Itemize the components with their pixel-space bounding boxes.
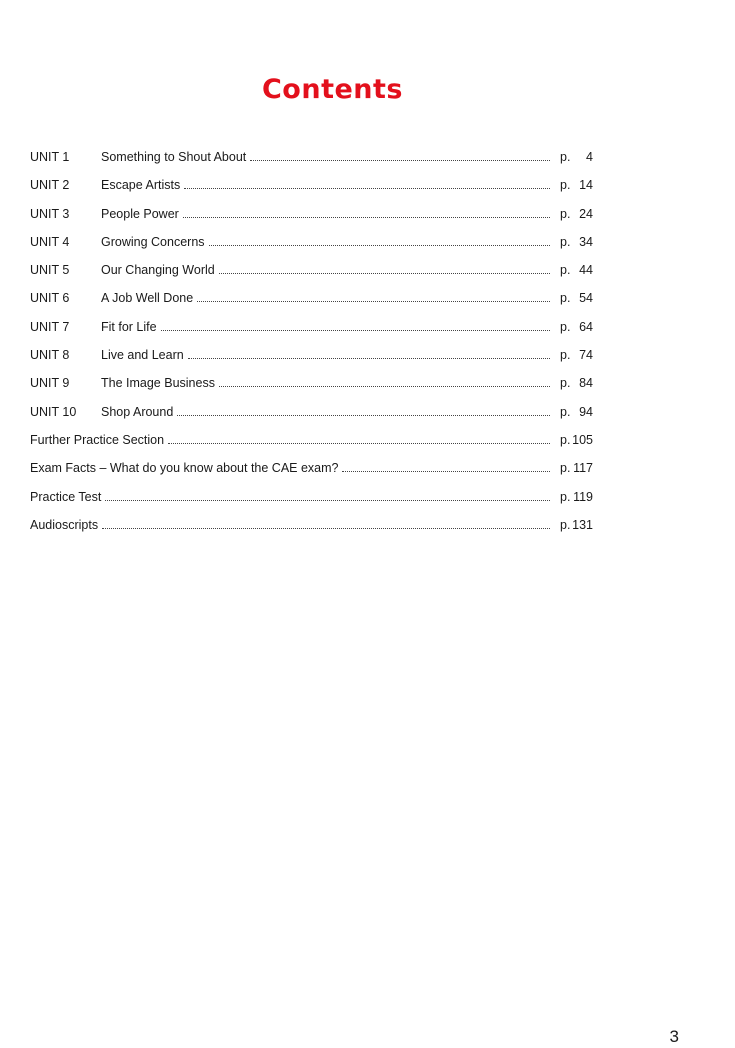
dot-leader (184, 178, 550, 189)
unit-label: UNIT 9 (30, 376, 70, 391)
page-reference: p. 105 (560, 432, 593, 447)
page-reference: p. 44 (560, 263, 593, 278)
unit-label: UNIT 6 (30, 291, 70, 306)
entry-title: Exam Facts – What do you know about the CAE exam? (30, 461, 339, 476)
unit-label: UNIT 4 (30, 234, 70, 249)
dot-leader (219, 263, 550, 274)
page-reference: p. 24 (560, 206, 593, 221)
unit-label: UNIT 8 (30, 348, 70, 363)
toc-row-unit-4[interactable] (30, 235, 593, 263)
page-reference: p. 64 (560, 319, 593, 334)
unit-label: UNIT 1 (30, 150, 70, 164)
entry-title: Audioscripts (30, 517, 99, 532)
unit-label: UNIT 2 (30, 178, 70, 193)
entry-title: Further Practice Section (30, 432, 165, 447)
page-reference: p. 119 (560, 489, 593, 504)
dot-leader (342, 461, 550, 472)
page-number: 3 (669, 1027, 679, 1046)
page-num: 14 (579, 178, 593, 193)
toc-row-unit-6[interactable] (30, 291, 593, 319)
unit-label: UNIT 7 (30, 319, 70, 334)
page-num: 24 (579, 206, 593, 221)
page-reference: p. 74 (560, 348, 593, 363)
page-num: 74 (579, 348, 593, 363)
toc-row-unit-5[interactable] (30, 263, 593, 291)
page-num: 105 (572, 432, 593, 447)
page-num: 34 (579, 234, 593, 249)
dot-leader (188, 348, 550, 359)
toc-row-unit-8[interactable] (30, 348, 593, 376)
page-num: 117 (573, 461, 593, 476)
unit-label: UNIT 10 (30, 404, 77, 419)
page-reference: p. 34 (560, 234, 593, 249)
entry-title: Escape Artists (101, 178, 181, 193)
dot-leader (102, 518, 550, 529)
entry-title: Practice Test (30, 489, 102, 504)
page-num: 131 (572, 517, 593, 532)
unit-label: UNIT 3 (30, 206, 70, 221)
toc-row-unit-9[interactable] (30, 376, 593, 404)
page-num: 44 (579, 263, 593, 278)
dot-leader (168, 433, 550, 444)
page-num: 64 (579, 319, 593, 334)
page-reference: p. 84 (560, 376, 593, 391)
dot-leader (183, 207, 550, 218)
dot-leader (250, 150, 550, 161)
toc-row-unit-3[interactable] (30, 207, 593, 235)
dot-leader (161, 320, 550, 331)
entry-title: Live and Learn (101, 348, 184, 363)
page-num: 119 (573, 489, 593, 504)
toc-row-unit-2[interactable] (30, 178, 593, 206)
page-title: Contents (261, 74, 403, 105)
entry-title: Fit for Life (101, 319, 157, 334)
toc-row-further-practice[interactable] (30, 433, 593, 461)
page-num: 4 (586, 150, 593, 164)
toc-row-unit-7[interactable] (30, 320, 593, 348)
dot-leader (105, 490, 550, 501)
dot-leader (219, 376, 550, 387)
entry-title: Shop Around (101, 404, 174, 419)
toc-row-exam-facts[interactable] (30, 461, 593, 489)
page-reference: p. 94 (560, 404, 593, 419)
dot-leader (197, 291, 550, 302)
page-reference: p. 4 (560, 150, 593, 164)
page-reference: p. 14 (560, 178, 593, 193)
entry-title: People Power (101, 206, 179, 221)
dot-leader (209, 235, 550, 246)
entry-title: Something to Shout About (101, 150, 247, 164)
page-reference: p. 131 (560, 517, 593, 532)
unit-label: UNIT 5 (30, 263, 70, 278)
page-num: 94 (579, 404, 593, 419)
page-reference: p. 117 (560, 461, 593, 476)
page-num: 84 (579, 376, 593, 391)
page-num: 54 (579, 291, 593, 306)
entry-title: Our Changing World (101, 263, 215, 278)
toc-row-unit-1[interactable] (30, 150, 593, 178)
entry-title: A Job Well Done (101, 291, 194, 306)
entry-title: Growing Concerns (101, 234, 205, 249)
table-of-contents (30, 150, 593, 546)
page-reference: p. 54 (560, 291, 593, 306)
toc-row-audioscripts[interactable] (30, 518, 593, 546)
entry-title: The Image Business (101, 376, 215, 391)
toc-row-unit-10[interactable] (30, 405, 593, 433)
toc-row-practice-test[interactable] (30, 490, 593, 518)
dot-leader (177, 405, 550, 416)
